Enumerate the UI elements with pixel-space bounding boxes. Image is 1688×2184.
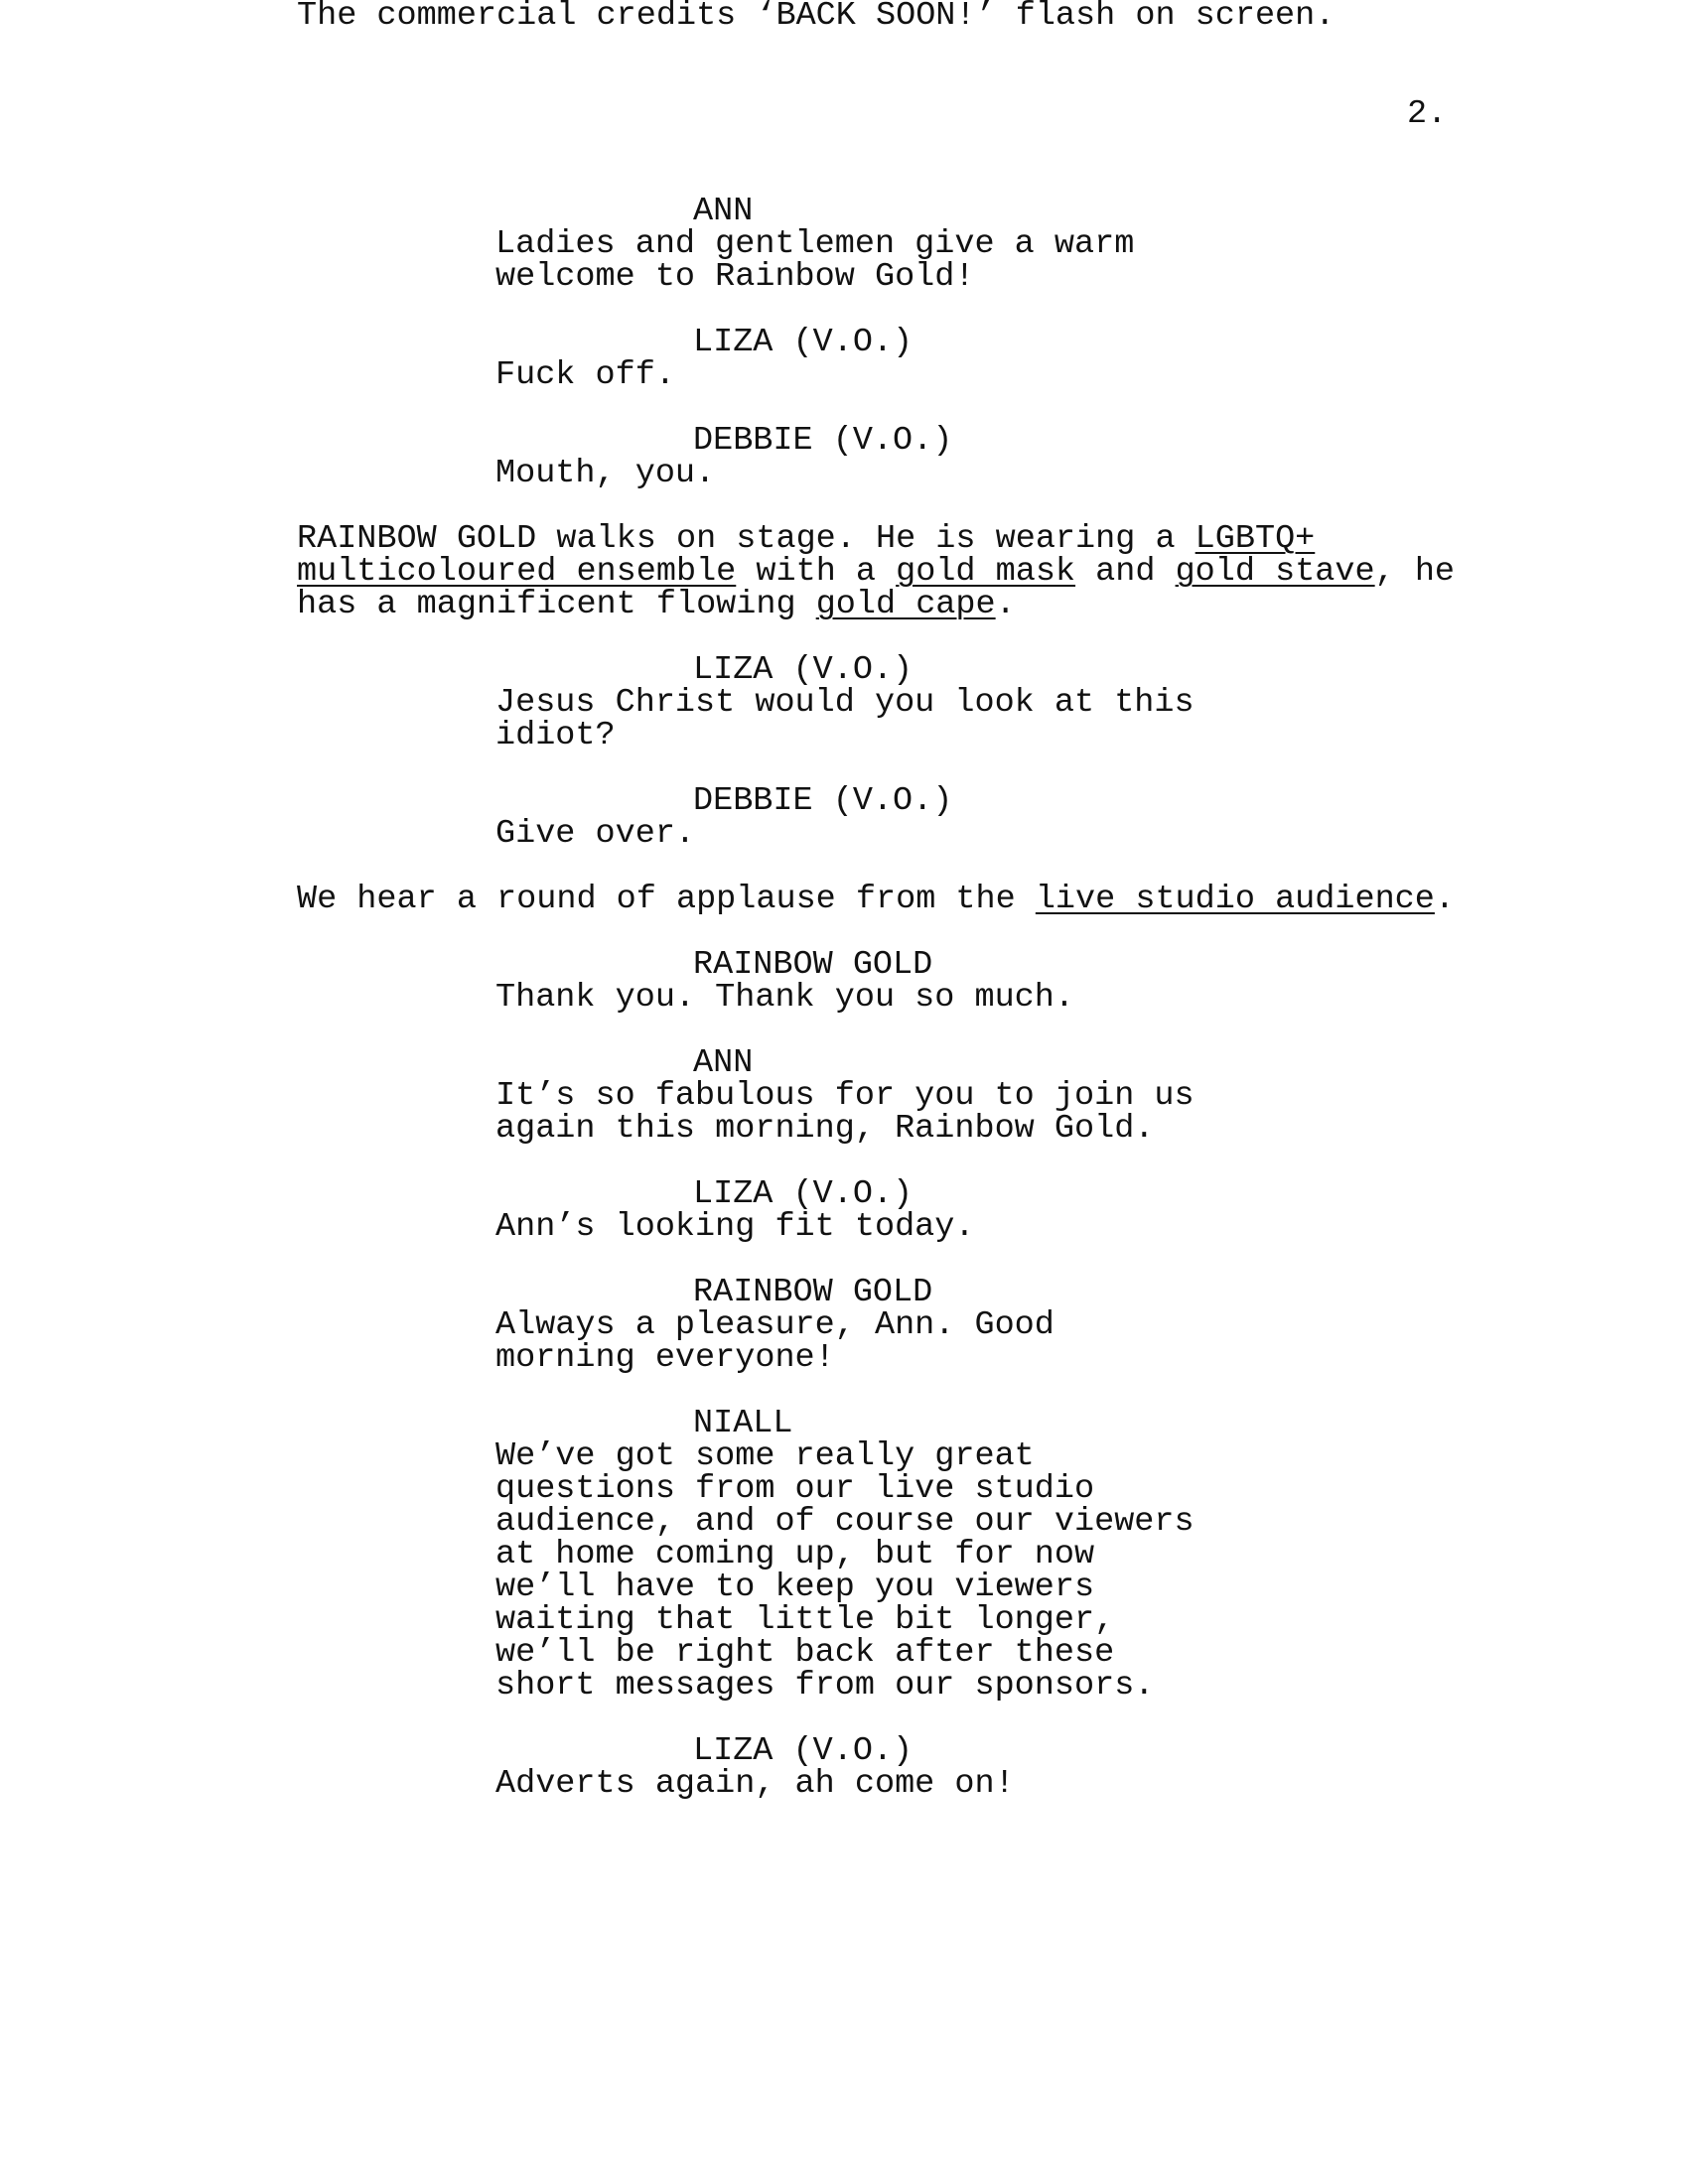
character-cue: LIZA (V.O.): [693, 1732, 914, 1770]
action-text: .: [1434, 881, 1456, 918]
character-cue: ANN: [693, 193, 754, 230]
dialogue-line: Adverts again, ah come on!: [495, 1765, 1015, 1803]
dialogue-line: waiting that little bit longer,: [495, 1601, 1115, 1639]
dialogue-line: Mouth, you.: [495, 455, 716, 492]
character-cue: ANN: [693, 1044, 754, 1082]
dialogue: [495, 1306, 1191, 1377]
dialogue: [495, 356, 1191, 394]
dialogue-line: questions from our live studio: [495, 1470, 1095, 1508]
action-text: The commercial credits ‘BACK SOON!’ flash on screen.: [297, 0, 1336, 35]
action-text: and: [1075, 553, 1176, 591]
dialogue-line: Jesus Christ would you look at this: [495, 684, 1195, 722]
dialogue-line: short messages from our sponsors.: [495, 1667, 1155, 1705]
character-cue: DEBBIE (V.O.): [693, 782, 953, 820]
dialogue-line: morning everyone!: [495, 1339, 835, 1377]
page-number: 2.: [1407, 95, 1448, 133]
dialogue-line: we’ll be right back after these: [495, 1634, 1115, 1672]
dialogue: [495, 1208, 1191, 1246]
dialogue: [495, 684, 1195, 754]
dialogue: [495, 979, 1191, 1017]
action-description: [297, 0, 1439, 33]
action-line: [297, 520, 1439, 558]
dialogue: [495, 1437, 1195, 1705]
dialogue-line: Fuck off.: [495, 356, 675, 394]
dialogue-line: Always a pleasure, Ann. Good: [495, 1306, 1055, 1344]
dialogue: [495, 225, 1191, 296]
character-cue: DEBBIE (V.O.): [693, 422, 953, 460]
action-text: with a: [736, 553, 897, 591]
character-cue: LIZA (V.O.): [693, 324, 914, 361]
action-line: [297, 0, 1439, 33]
action-line: [297, 881, 1456, 918]
action-text: .: [995, 586, 1016, 623]
underlined-text: LGBTQ+: [1195, 520, 1316, 558]
character-cue: RAINBOW GOLD: [693, 1274, 933, 1311]
action-text: , he: [1374, 553, 1456, 591]
dialogue: [495, 815, 1191, 853]
character-cue: RAINBOW GOLD: [693, 946, 933, 984]
action-line: [297, 553, 1456, 591]
action-text: RAINBOW GOLD walks on stage. He is wearing a: [297, 520, 1196, 558]
dialogue-line: we’ll have to keep you viewers: [495, 1569, 1095, 1606]
dialogue-line: Ann’s looking fit today.: [495, 1208, 975, 1246]
underlined-text: gold cape: [815, 586, 996, 623]
dialogue-line: Ladies and gentlemen give a warm: [495, 225, 1135, 263]
underlined-text: live studio audience: [1035, 881, 1435, 918]
dialogue-line: It’s so fabulous for you to join us: [495, 1077, 1195, 1115]
dialogue-line: We’ve got some really great: [495, 1437, 1035, 1475]
dialogue: [495, 455, 1191, 492]
underlined-text: gold stave: [1175, 553, 1375, 591]
dialogue-line: audience, and of course our viewers: [495, 1503, 1195, 1541]
dialogue-line: Thank you. Thank you so much.: [495, 979, 1074, 1017]
character-cue: LIZA (V.O.): [693, 1175, 914, 1213]
dialogue-line: again this morning, Rainbow Gold.: [495, 1110, 1155, 1148]
dialogue: [495, 1765, 1191, 1803]
action-description: [297, 881, 1456, 918]
dialogue-line: Give over.: [495, 815, 696, 853]
action-text: We hear a round of applause from the: [297, 881, 1036, 918]
dialogue-line: at home coming up, but for now: [495, 1536, 1095, 1573]
action-line: [297, 586, 1439, 623]
character-cue: LIZA (V.O.): [693, 651, 914, 689]
underlined-text: gold mask: [896, 553, 1076, 591]
dialogue: [495, 1077, 1195, 1148]
dialogue-line: idiot?: [495, 717, 616, 754]
action-description: [297, 520, 1456, 623]
dialogue-line: welcome to Rainbow Gold!: [495, 258, 975, 296]
character-cue: NIALL: [693, 1405, 793, 1442]
action-text: has a magnificent flowing: [297, 586, 816, 623]
underlined-text: multicoloured ensemble: [297, 553, 737, 591]
